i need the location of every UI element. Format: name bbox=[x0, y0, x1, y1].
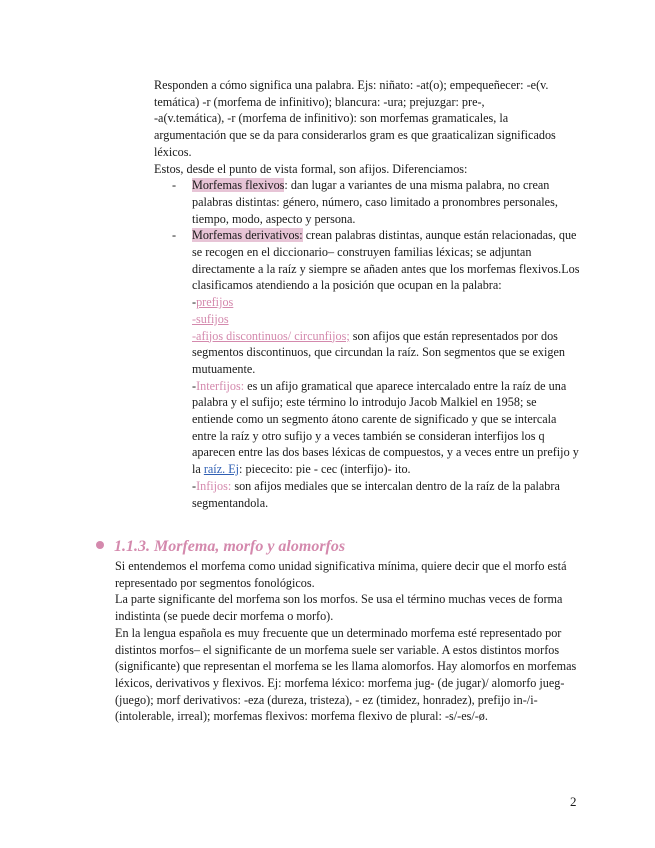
intro-paragraph: -a(v.temática), -r (morfema de infinitivo): son morfemas gramaticales, la argumentación que se da para considerarlos gram es que graaticalizan significados léxicos. bbox=[154, 111, 556, 159]
link-afijos-discontinuos[interactable]: -afijos discontinuos/ circunfijos; bbox=[192, 328, 350, 343]
term-interfijos: Interfijos: bbox=[196, 378, 245, 393]
intro-paragraph: Responden a cómo significa una palabra. Ejs: niñato: -at(o); empequeñecer: -e(v. temática) -r (morfema de infinitivo); blancura: -ura; prejuzgar: pre-, bbox=[154, 78, 549, 109]
section-paragraph: La parte significante del morfema son los morfos. Se usa el término muchas veces de forma indistinta (se puede decir morfema o morfo). bbox=[115, 592, 563, 624]
term-derivativos: Morfemas derivativos: bbox=[192, 228, 303, 243]
intro-block bbox=[154, 77, 580, 511]
definition-interfijos-1: es un afijo gramatical que aparece intercalado entre la raíz de una palabra y el sufijo; este término lo introdujo Jacob Malkiel en 1958; se entiende como un segmento átono carente de significado y que se intercala entre la raíz y otro sufijo y a veces también se consideran interfijos los q aparecen entre las dos bases léxicas de compuestos, y a veces entre un prefijo y la bbox=[192, 378, 579, 477]
link-sufijos[interactable]: -sufijos bbox=[192, 311, 229, 326]
section-paragraph: En la lengua española es muy frecuente que un determinado morfema esté representado por distintos morfos– el significante de un morfema suele ser variable. A estos distintos morfos (significante) que representan el morfema se les llama alomorfos. Hay alomorfos en morfemas léxicos, derivativos y flexivos. Ej: morfema léxico: morfema jug- (de jugar)/ alomorfo jueg- (juego); morf derivativos: -eza (dureza, tristeza), - ez (timidez, honradez), prefijo in-/i- (intolerable, irreal); morfemas flexivos: morfema flexivo de plural: -s/-es/-ø. bbox=[115, 625, 577, 724]
definition-infijos: son afijos mediales que se intercalan dentro de la raíz de la palabra segmentandola. bbox=[192, 478, 560, 510]
section-title: 1.1.3. Morfema, morfo y alomorfos bbox=[114, 538, 346, 555]
section-body bbox=[115, 558, 577, 725]
definition-derivativos: crean palabras distintas, aunque están relacionadas, que se recogen en el diccionario– construyen familias léxicas; se adjuntan directamente a la raíz y siempre se añaden antes que los morfemas flexivos.Los clasificamos atendiendo a la posición que ocupan en la palabra: bbox=[192, 228, 580, 293]
definition-flexivos: : dan lugar a variantes de una misma palabra, no crean palabras distintas: género, número, caso limitado a pronombres personales, tiempo, modo, aspecto y persona. bbox=[192, 178, 558, 226]
list-dash: - bbox=[172, 178, 177, 193]
definition-discontinuos: son afijos que están representados por dos segmentos discontinuos, que circundan la raíz. Son segmentos que se exigen mutuamente. bbox=[192, 328, 565, 376]
sublist-sufijos bbox=[154, 311, 580, 328]
page-number: 2 bbox=[570, 794, 577, 809]
section-paragraph: Si entendemos el morfema como unidad significativa mínima, quiere decir que el morfo está representado por segmentos fonológicos. bbox=[115, 559, 567, 590]
term-infijos: Infijos: bbox=[196, 478, 232, 493]
sublist-infijos bbox=[154, 478, 580, 511]
link-raiz[interactable]: raíz. Ej bbox=[203, 462, 240, 477]
sub-dash: - bbox=[192, 378, 197, 393]
sublist-interfijos bbox=[154, 378, 580, 478]
intro-paragraph: Estos, desde el punto de vista formal, son afijos. Diferenciamos: bbox=[154, 161, 468, 176]
bullet-icon bbox=[96, 541, 104, 549]
list-item-derivativos bbox=[154, 227, 580, 294]
sub-dash: - bbox=[192, 295, 197, 310]
sublist-prefijos bbox=[154, 294, 580, 311]
section-heading bbox=[96, 537, 576, 557]
list-item-flexivos bbox=[154, 177, 580, 227]
term-flexivos: Morfemas flexivos bbox=[192, 178, 285, 193]
sub-dash: - bbox=[192, 478, 197, 493]
sublist-discontinuos bbox=[154, 328, 580, 378]
definition-interfijos-2: : piececito: pie - cec (interfijo)- ito. bbox=[239, 462, 411, 477]
list-dash: - bbox=[172, 228, 177, 243]
link-prefijos[interactable]: prefijos bbox=[196, 295, 234, 310]
